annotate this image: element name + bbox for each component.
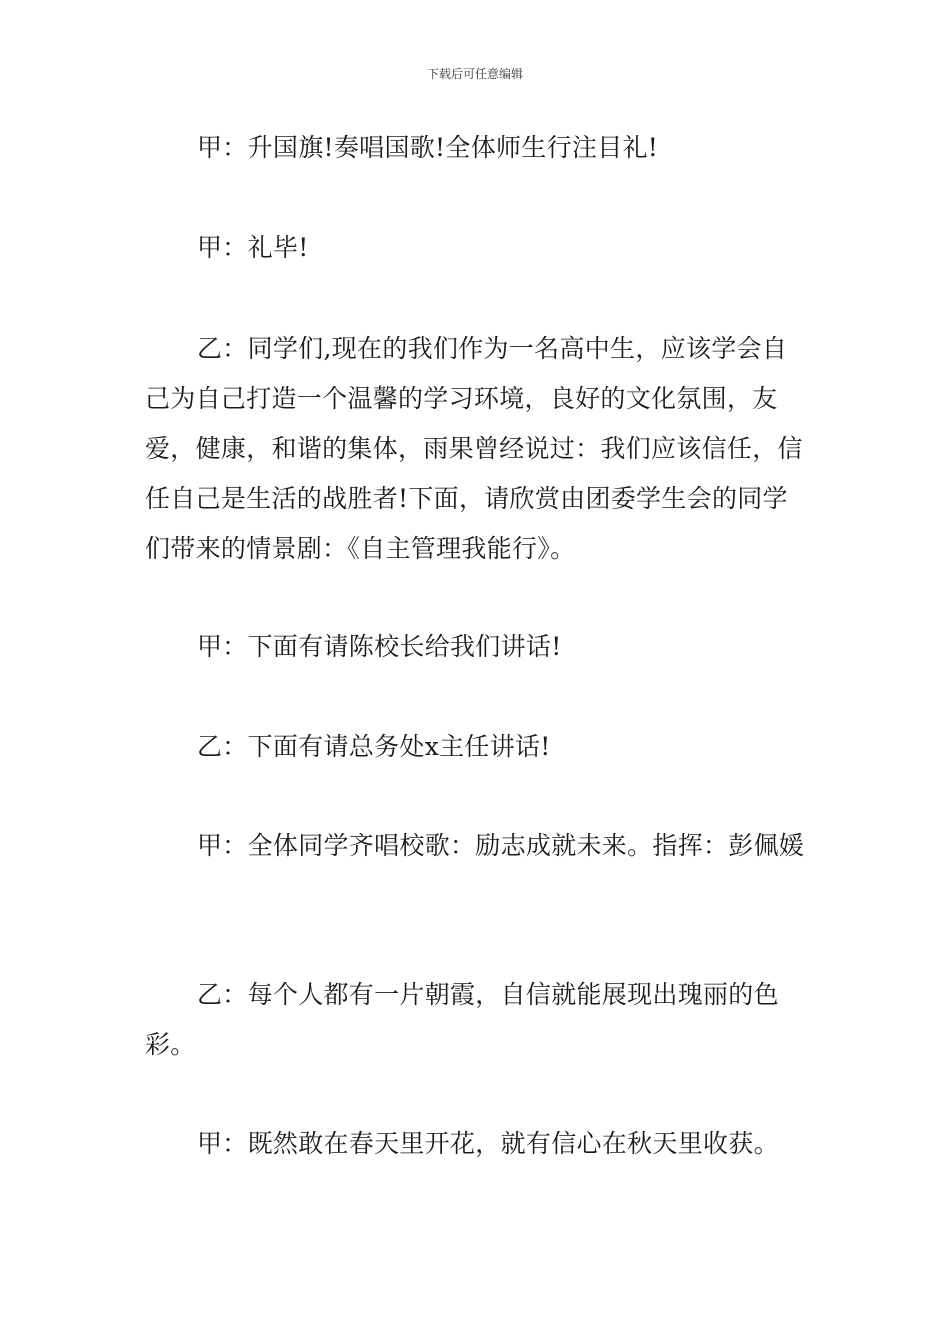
paragraph-skit-intro: 乙：同学们,现在的我们作为一名高中生，应该学会自己为自己打造一个温馨的学习环境，良好的文化氛围，友爱，健康，和谐的集体，雨果曾经说过：我们应该信任，信任自己是生活的战胜者!下面，请欣赏由团委学生会的同学们带来的情景剧：《自主管理我能行》。	[145, 334, 803, 563]
paragraph-raise-flag: 甲：升国旗!奏唱国歌!全体师生行注目礼!	[197, 133, 659, 162]
paragraph-principal-speech: 甲：下面有请陈校长给我们讲话!	[197, 632, 562, 661]
paragraph-salute-end: 甲：礼毕!	[197, 233, 309, 262]
paragraph-morning-glow: 乙：每个人都有一片朝霞，自信就能展现出瑰丽的色彩。	[145, 980, 779, 1059]
paragraph-spring-autumn: 甲：既然敢在春天里开花，就有信心在秋天里收获。	[197, 1129, 779, 1158]
page-header-note: 下载后可任意编辑	[426, 67, 523, 81]
paragraph-director-speech: 乙：下面有请总务处x主任讲话!	[197, 732, 551, 761]
paragraph-school-song: 甲：全体同学齐唱校歌：励志成就未来。指挥：彭佩媛	[197, 831, 805, 860]
